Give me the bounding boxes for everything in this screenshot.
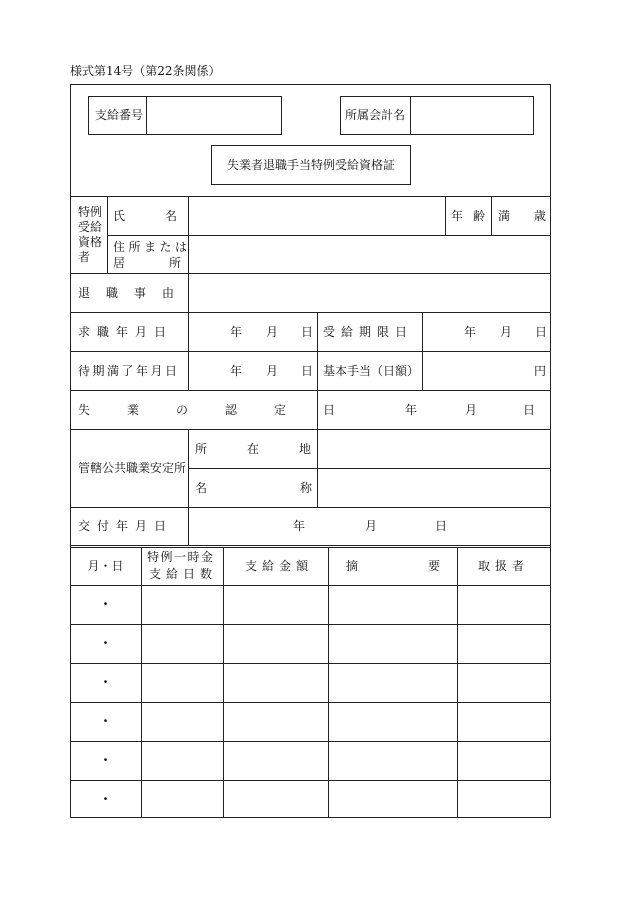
ledger-header-amount: 支給金額 bbox=[245, 559, 314, 573]
yen-label: 円 bbox=[534, 364, 547, 378]
ledger-header-date: 月・日 bbox=[87, 559, 124, 573]
unemploy-label: 失業の認定日 bbox=[78, 403, 373, 417]
reason-label: 退職事由 bbox=[78, 286, 191, 300]
age-label: 年齢 bbox=[451, 209, 496, 223]
ledger-row-date: ・ bbox=[99, 753, 112, 767]
ledger-row-date: ・ bbox=[99, 675, 112, 689]
job-date-month: 月 bbox=[266, 325, 279, 339]
ledger-row-date: ・ bbox=[99, 714, 112, 728]
address-label-1: 住所または bbox=[113, 240, 191, 254]
ledger-row-date: ・ bbox=[99, 597, 112, 611]
unemploy-day: 日 bbox=[523, 403, 536, 417]
office-name-label: 名称 bbox=[195, 481, 406, 495]
qualifier-group-label-4: 者 bbox=[78, 250, 91, 264]
ledger-header-summary-b: 要 bbox=[428, 559, 441, 573]
form-number: 様式第14号（第22条関係） bbox=[70, 64, 221, 78]
age-prefix: 満 bbox=[498, 209, 511, 223]
unemploy-year: 年 bbox=[405, 403, 418, 417]
location-label: 所在地 bbox=[195, 442, 352, 456]
office-group-label: 管轄公共職業安定所 bbox=[78, 461, 187, 475]
job-date-year: 年 bbox=[230, 325, 243, 339]
job-date-day: 日 bbox=[301, 325, 314, 339]
qualifier-group-label-3: 資格 bbox=[78, 235, 103, 249]
qualifier-group-label-2: 受給 bbox=[78, 220, 103, 234]
unemploy-month: 月 bbox=[465, 403, 478, 417]
wait-year: 年 bbox=[230, 364, 243, 378]
page-title: 失業者退職手当特例受給資格証 bbox=[226, 158, 395, 172]
issue-day: 日 bbox=[435, 519, 448, 533]
deadline-year: 年 bbox=[464, 325, 477, 339]
deadline-label: 受給期限日 bbox=[323, 325, 414, 339]
office-account-label: 所属会計名 bbox=[345, 108, 406, 122]
ledger-header-lump-1: 特例一時金 bbox=[147, 550, 215, 564]
address-label-2: 居所 bbox=[113, 256, 226, 270]
payment-number-label: 支給番号 bbox=[95, 108, 144, 122]
basic-allowance-label: 基本手当（日額） bbox=[323, 364, 420, 378]
issue-month: 月 bbox=[365, 519, 378, 533]
age-suffix: 歳 bbox=[534, 209, 547, 223]
wait-month: 月 bbox=[266, 364, 279, 378]
deadline-day: 日 bbox=[535, 325, 548, 339]
issue-date-label: 交付年月日 bbox=[78, 519, 174, 533]
job-date-label: 求職年月日 bbox=[78, 325, 174, 339]
deadline-month: 月 bbox=[500, 325, 513, 339]
ledger-header-handler: 取扱者 bbox=[478, 559, 530, 573]
name-label: 氏名 bbox=[113, 209, 218, 223]
ledger-row-date: ・ bbox=[99, 636, 112, 650]
ledger-header-summary-a: 摘 bbox=[346, 559, 359, 573]
issue-year: 年 bbox=[293, 519, 306, 533]
wait-label: 待期満了年月日 bbox=[78, 364, 180, 378]
ledger-row-date: ・ bbox=[99, 792, 112, 806]
ledger-header-lump-2: 支給日数 bbox=[149, 567, 218, 581]
qualifier-group-label-1: 特例 bbox=[78, 205, 103, 219]
wait-day: 日 bbox=[301, 364, 314, 378]
